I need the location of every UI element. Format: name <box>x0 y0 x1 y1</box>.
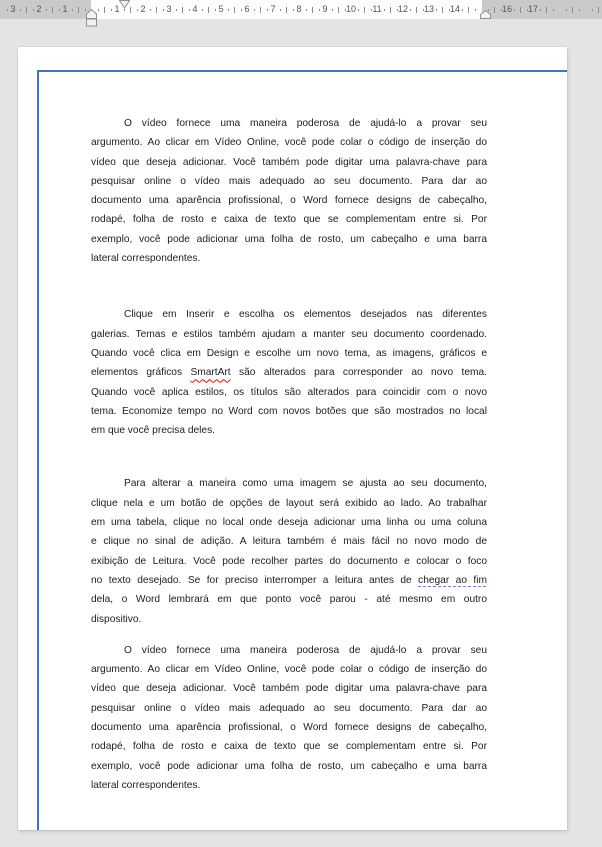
text-line: exemplo, você pode adicionar uma folha de rosto, um cabeçalho e uma barra <box>91 233 487 245</box>
text-line: documento uma aparência profissional, o Word fornece designs de cabeçalho, <box>91 722 487 734</box>
ruler-number: 3 <box>166 4 172 14</box>
paragraph[interactable] <box>91 114 487 268</box>
ruler-number: 6 <box>244 4 250 14</box>
text-line: argumento. Ao clicar em Vídeo Online, você pode colar o código de inserção do <box>91 137 487 149</box>
ruler-number: 9 <box>322 4 328 14</box>
ruler-number: 16 <box>501 4 513 14</box>
text-line: galerias. Temas e estilos também ajudam a manter seu documento coordenado. <box>91 328 487 340</box>
text-line: Para alterar a maneira como uma imagem se ajusta ao seu documento, <box>124 478 487 490</box>
text-segment: no texto desejado. Se for preciso interromper a leitura antes de <box>91 574 419 586</box>
ruler-number: 1 <box>62 4 68 14</box>
ruler-number: 10 <box>345 4 357 14</box>
first-line-indent-marker[interactable] <box>119 0 130 9</box>
text-line: argumento. Ao clicar em Vídeo Online, você pode colar o código de inserção do <box>91 664 487 676</box>
spelling-error-underline[interactable]: SmartArt <box>190 367 231 379</box>
text-line: lateral correspondentes. <box>91 253 201 265</box>
ruler-number: 12 <box>397 4 409 14</box>
document-page[interactable] <box>18 47 567 830</box>
text-line: clique nela e um botão de opções de layout será exibido ao lado. Ao trabalhar <box>91 497 487 509</box>
text-line: e clique no sinal de adição. A leitura também é mais fácil no novo modo de <box>91 536 487 548</box>
text-line <box>91 571 487 590</box>
text-line: dela, o Word lembrará em que ponto você parou - até mesmo em outro <box>91 594 487 606</box>
text-line: documento uma aparência profissional, o Word fornece designs de cabeçalho, <box>91 195 487 207</box>
ruler-number: 13 <box>423 4 435 14</box>
text-line: O vídeo fornece uma maneira poderosa de ajudá-lo a provar seu <box>124 118 487 129</box>
ruler-number: 14 <box>449 4 461 14</box>
text-line: vídeo que deseja adicionar. Você também pode digitar uma palavra-chave para <box>91 683 487 695</box>
ruler-number: 7 <box>270 4 276 14</box>
text-line: rodapé, folha de rosto e caixa de texto que se complementam entre si. Por <box>91 741 487 753</box>
page-border-left <box>37 70 39 830</box>
text-line: Quando você aplica estilos, os títulos são alterados para coincidir com o novo <box>91 386 487 398</box>
text-line: Clique em Inserir e escolha os elementos desejados nas diferentes <box>124 309 487 321</box>
text-line: rodapé, folha de rosto e caixa de texto que se complementam entre si. Por <box>91 214 487 226</box>
grammar-error-underline[interactable]: chegar ao fim <box>418 574 487 586</box>
text-line: pesquisar online o vídeo mais adequado ao seu documento. Para dar ao <box>91 702 487 714</box>
ruler-number: 11 <box>372 4 382 14</box>
text-line: O vídeo fornece uma maneira poderosa de ajudá-lo a provar seu <box>124 644 487 656</box>
text-line: pesquisar online o vídeo mais adequado ao seu documento. Para dar ao <box>91 175 487 187</box>
document-text-area[interactable] <box>91 114 487 795</box>
ruler-number: 8 <box>296 4 302 14</box>
ruler-number: 17 <box>527 4 539 14</box>
text-line: lateral correspondentes. <box>91 779 201 791</box>
page-border-top <box>37 70 567 72</box>
paragraph[interactable] <box>91 474 487 628</box>
ruler-number: 1 <box>114 4 120 14</box>
ruler-number: 5 <box>218 4 224 14</box>
text-line: exemplo, você pode adicionar uma folha de rosto, um cabeçalho e uma barra <box>91 760 487 772</box>
ruler-number: 3 <box>10 4 16 14</box>
horizontal-ruler[interactable] <box>0 0 602 19</box>
text-segment: são alterados para corresponder ao novo tema. <box>230 367 487 379</box>
text-line: tema. Economize tempo no Word com novos botões que são mostrados no local <box>91 405 487 417</box>
text-line: em que você precisa deles. <box>91 425 216 437</box>
right-indent-marker[interactable] <box>480 10 491 19</box>
text-line: exibição de Leitura. Você pode recolher partes do documento e colocar o foco <box>91 555 487 567</box>
ruler-number: 2 <box>140 4 146 14</box>
text-line: vídeo que deseja adicionar. Você também pode digitar uma palavra-chave para <box>91 156 487 168</box>
paragraph[interactable] <box>91 305 487 440</box>
ruler-number: 4 <box>192 4 198 14</box>
left-indent-marker[interactable] <box>86 9 97 27</box>
text-line <box>91 363 487 382</box>
text-line: dispositivo. <box>91 613 142 625</box>
text-line: Quando você clica em Design e escolhe um novo tema, as imagens, gráficos e <box>91 347 487 359</box>
ruler-number: 2 <box>36 4 42 14</box>
text-segment: elementos gráficos <box>91 367 191 379</box>
paragraph[interactable] <box>91 641 487 795</box>
text-line: em uma tabela, clique no local onde deseja adicionar uma linha ou uma coluna <box>91 517 487 529</box>
